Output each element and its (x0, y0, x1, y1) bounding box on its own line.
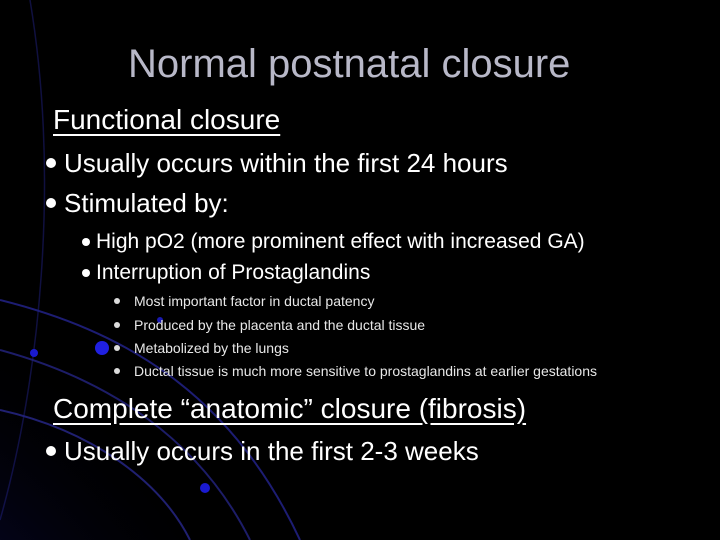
bullet-icon (82, 269, 90, 277)
bullet-icon (114, 322, 120, 328)
bullet-icon (46, 446, 56, 456)
bullet-text: Stimulated by: (64, 188, 229, 218)
sub-bullet-item (82, 229, 585, 255)
detail-bullet-text: Most important factor in ductal patency (134, 293, 375, 309)
bullet-icon (82, 238, 90, 246)
detail-bullet-item (114, 362, 597, 380)
sub-bullet-item (82, 260, 370, 286)
functional-closure-heading: Functional closure (53, 104, 281, 135)
detail-bullet-item (114, 316, 425, 334)
bullet-icon (46, 158, 56, 168)
bullet-item (46, 187, 229, 219)
bullet-item (46, 435, 479, 467)
detail-bullet-text: Ductal tissue is much more sensitive to prostaglandins at earlier gestations (134, 363, 597, 379)
bullet-item (46, 147, 508, 179)
detail-bullet-text: Metabolized by the lungs (134, 340, 289, 356)
bullet-text: Usually occurs in the first 2-3 weeks (64, 436, 479, 466)
anatomic-closure-heading: Complete “anatomic” closure (fibrosis) (53, 393, 527, 424)
detail-bullet-item (114, 292, 374, 310)
bullet-icon (46, 198, 56, 208)
detail-bullet-text: Produced by the placenta and the ductal tissue (134, 317, 426, 333)
bullet-icon (114, 298, 120, 304)
bullet-text: Usually occurs within the first 24 hours (64, 148, 508, 178)
bullet-icon (114, 345, 120, 351)
detail-bullet-item (114, 339, 289, 357)
sub-bullet-text: Interruption of Prostaglandins (96, 261, 371, 284)
slide-title: Normal postnatal closure (128, 42, 571, 86)
bullet-icon (114, 368, 120, 374)
sub-bullet-text: High pO2 (more prominent effect with increased GA) (96, 230, 585, 253)
